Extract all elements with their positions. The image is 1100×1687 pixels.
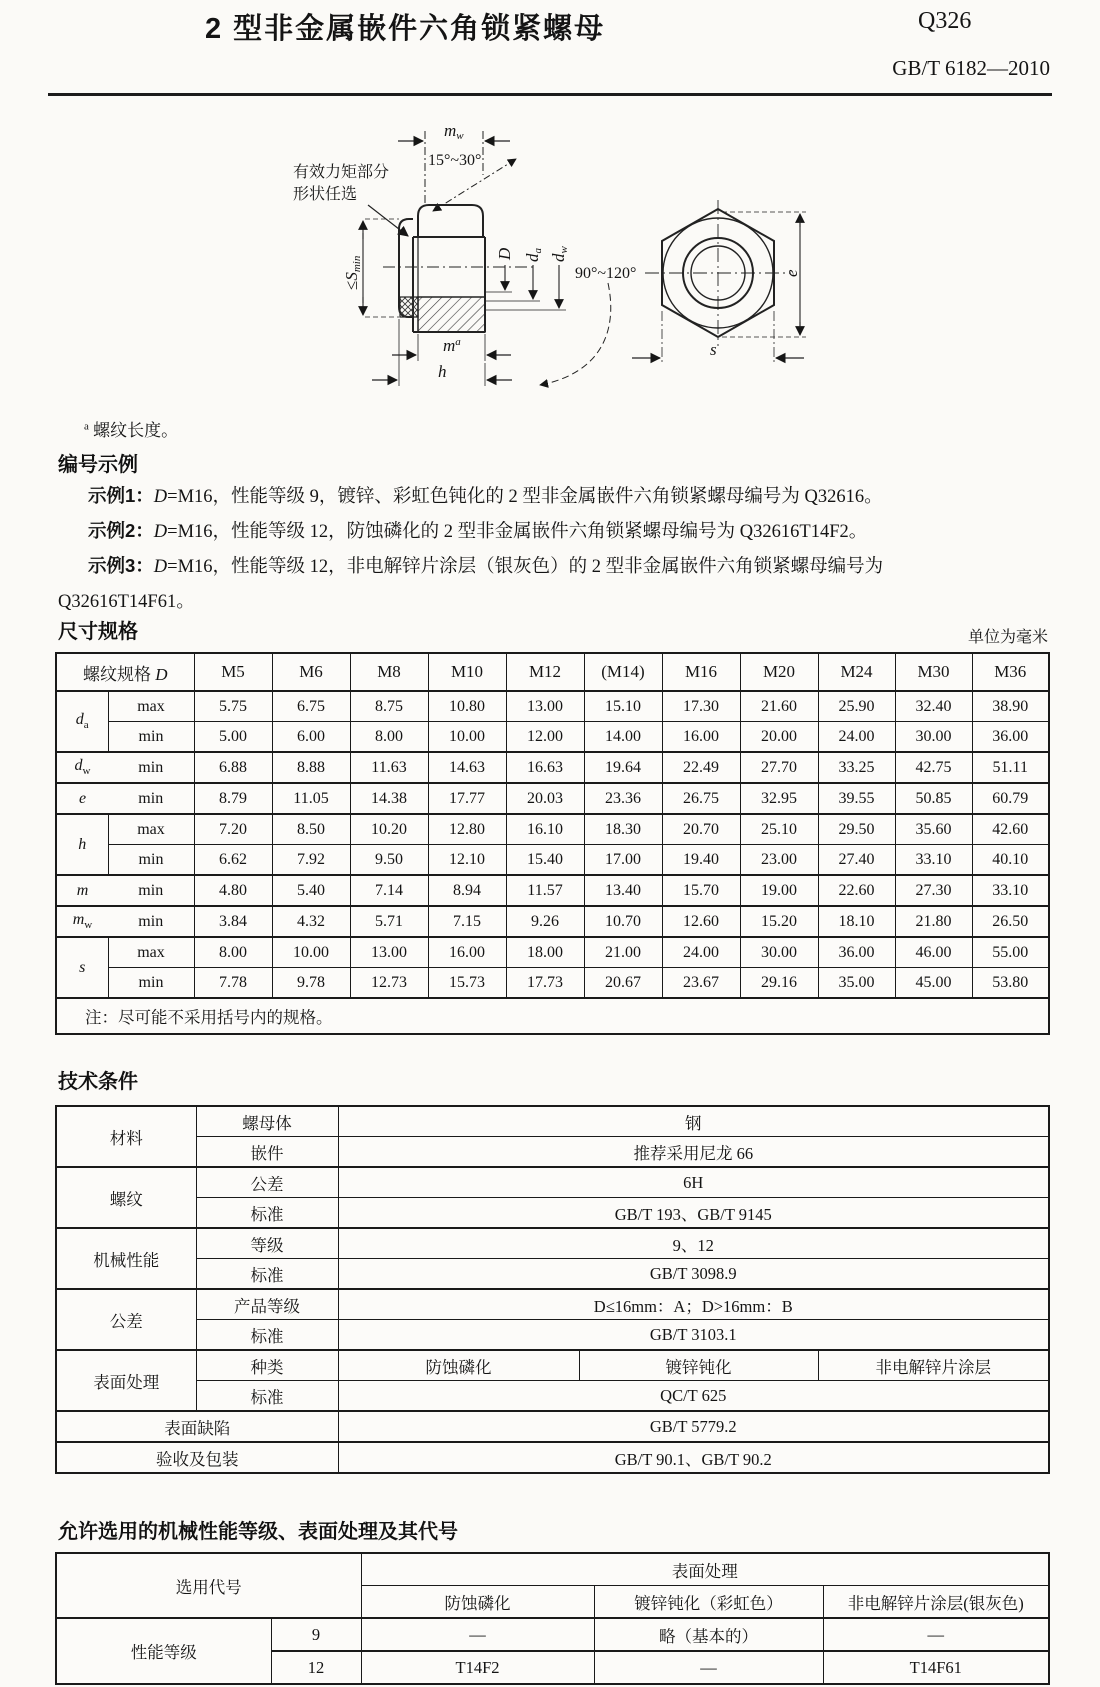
tech-key-surface-defects: 表面缺陷	[56, 1411, 338, 1442]
tech-key-acceptance: 验收及包装	[56, 1442, 338, 1473]
dim-value-cell: 11.57	[506, 875, 584, 906]
dim-value-cell: 18.00	[506, 937, 584, 968]
code-value: 略（基本的）	[594, 1618, 823, 1651]
code-header-selection: 选用代号	[56, 1553, 361, 1618]
dim-value-cell: 21.60	[740, 691, 818, 722]
dim-value-cell: 27.30	[895, 875, 972, 906]
dim-limit-cell: max	[108, 937, 194, 968]
code-value: —	[823, 1618, 1049, 1651]
dim-value-cell: 38.90	[972, 691, 1049, 722]
dim-value-cell: 10.20	[350, 814, 428, 845]
code-col-phosphate: 防蚀磷化	[361, 1586, 594, 1619]
dim-limit-cell: min	[108, 906, 194, 937]
section-heading-numbering: 编号示例	[58, 454, 138, 476]
dim-value-cell: 6.00	[272, 722, 350, 753]
dim-value-cell: 22.49	[662, 752, 740, 783]
dim-value-cell: 32.95	[740, 783, 818, 814]
dim-value-cell: 18.10	[818, 906, 895, 937]
dim-value-cell: 12.10	[428, 845, 506, 876]
dim-label-h: h	[438, 362, 447, 381]
tech-key: 公差	[196, 1167, 338, 1198]
dim-label-s: s	[710, 340, 717, 359]
example-3-continuation: Q32616T14F61。	[58, 592, 195, 612]
angle-label-15-30: 15°~30°	[428, 152, 482, 169]
dim-value-cell: 15.20	[740, 906, 818, 937]
dim-value-cell: 33.10	[895, 845, 972, 876]
torque-part-callout-line2: 形状任选	[293, 186, 358, 203]
dim-value-cell: 39.55	[818, 783, 895, 814]
dim-symbol-cell: $d_w$	[56, 752, 108, 783]
dim-value-cell: 10.00	[272, 937, 350, 968]
dim-limit-cell: min	[108, 722, 194, 753]
tech-row	[56, 1228, 1049, 1259]
dim-value-cell: 35.00	[818, 968, 895, 999]
dim-symbol-cell: s	[56, 937, 108, 998]
dim-symbol-cell: $d_a$	[56, 691, 108, 752]
dim-value-cell: 24.00	[662, 937, 740, 968]
tech-row	[56, 1411, 1049, 1442]
code-grade: 9	[271, 1618, 361, 1651]
nut-technical-drawing	[0, 115, 1100, 405]
dim-value-cell: 13.40	[584, 875, 662, 906]
page-title: 2 型非金属嵌件六角锁紧螺母	[205, 13, 606, 45]
dim-value-cell: 8.75	[350, 691, 428, 722]
example-1-tag: 示例1：	[88, 485, 154, 506]
code-value: T14F61	[823, 1651, 1049, 1684]
dim-value-cell: 42.60	[972, 814, 1049, 845]
dim-value-cell: 17.30	[662, 691, 740, 722]
part-code: Q326	[918, 8, 972, 34]
dim-value-cell: 4.80	[194, 875, 272, 906]
dim-value-cell: 26.50	[972, 906, 1049, 937]
tech-value: 9、12	[338, 1228, 1049, 1259]
dim-table-row	[56, 937, 1049, 968]
dim-table-row	[56, 691, 1049, 722]
dim-value-cell: 7.20	[194, 814, 272, 845]
dim-table-row	[56, 783, 1049, 814]
tech-value: QC/T 625	[338, 1381, 1049, 1412]
dim-value-cell: 40.10	[972, 845, 1049, 876]
dim-value-cell: 9.50	[350, 845, 428, 876]
dim-value-cell: 7.92	[272, 845, 350, 876]
thread-length-footnote	[84, 416, 178, 441]
tech-row	[56, 1137, 1049, 1168]
tech-key: 螺母体	[196, 1106, 338, 1137]
dim-value-cell: 13.00	[506, 691, 584, 722]
dim-value-cell: 25.90	[818, 691, 895, 722]
tech-surface-kind: 非电解锌片涂层	[818, 1350, 1049, 1381]
dim-value-cell: 10.80	[428, 691, 506, 722]
dim-size-header: M12	[506, 653, 584, 691]
dim-label-m: $m^a$	[443, 336, 461, 355]
dim-table-row	[56, 906, 1049, 937]
dim-value-cell: 15.70	[662, 875, 740, 906]
tech-cat-mechanical: 机械性能	[56, 1228, 196, 1289]
example-3	[88, 552, 883, 578]
header-divider	[48, 93, 1052, 96]
dim-symbol-cell: h	[56, 814, 108, 875]
dia-label-D: D	[495, 247, 514, 260]
dim-value-cell: 19.40	[662, 845, 740, 876]
dim-value-cell: 29.16	[740, 968, 818, 999]
dim-value-cell: 12.60	[662, 906, 740, 937]
tech-row	[56, 1198, 1049, 1229]
tech-value: 6H	[338, 1167, 1049, 1198]
dim-value-cell: 46.00	[895, 937, 972, 968]
dim-value-cell: 23.00	[740, 845, 818, 876]
dim-size-header: M6	[272, 653, 350, 691]
dim-value-cell: 24.00	[818, 722, 895, 753]
code-header-surface: 表面处理	[361, 1553, 1049, 1586]
tech-cat-thread: 螺纹	[56, 1167, 196, 1228]
tech-value: 推荐采用尼龙 66	[338, 1137, 1049, 1168]
dim-table-note-row	[56, 998, 1049, 1034]
dim-value-cell: 17.73	[506, 968, 584, 999]
dim-label-e: e	[782, 269, 801, 277]
tech-value: GB/T 3103.1	[338, 1320, 1049, 1351]
dim-value-cell: 9.78	[272, 968, 350, 999]
dim-value-cell: 21.80	[895, 906, 972, 937]
code-header-row	[56, 1553, 1049, 1586]
tech-cat-tolerance: 公差	[56, 1289, 196, 1350]
tech-key: 标准	[196, 1198, 338, 1229]
tech-row	[56, 1350, 1049, 1381]
section-heading-technical: 技术条件	[58, 1071, 138, 1093]
tech-row	[56, 1167, 1049, 1198]
dim-value-cell: 42.75	[895, 752, 972, 783]
dim-size-header: M5	[194, 653, 272, 691]
code-col-flake: 非电解锌片涂层(银灰色)	[823, 1586, 1049, 1619]
code-grade: 12	[271, 1651, 361, 1684]
tech-key: 产品等级	[196, 1289, 338, 1320]
torque-part-callout-line1: 有效力矩部分	[293, 164, 390, 181]
dim-value-cell: 10.00	[428, 722, 506, 753]
dim-value-cell: 12.00	[506, 722, 584, 753]
tech-key: 等级	[196, 1228, 338, 1259]
dim-symbol-cell: $m_w$	[56, 906, 108, 937]
dim-value-cell: 23.36	[584, 783, 662, 814]
dim-value-cell: 16.10	[506, 814, 584, 845]
dim-value-cell: 20.67	[584, 968, 662, 999]
dim-value-cell: 18.30	[584, 814, 662, 845]
dim-table-row	[56, 875, 1049, 906]
dim-value-cell: 9.26	[506, 906, 584, 937]
nut-side-view	[363, 131, 611, 386]
dim-value-cell: 5.75	[194, 691, 272, 722]
dim-value-cell: 6.88	[194, 752, 272, 783]
example-2	[88, 517, 867, 543]
dim-value-cell: 15.10	[584, 691, 662, 722]
dim-table-row	[56, 845, 1049, 876]
dim-value-cell: 5.00	[194, 722, 272, 753]
dim-size-header: (M14)	[584, 653, 662, 691]
tech-row	[56, 1381, 1049, 1412]
dim-symbol-cell: e	[56, 783, 108, 814]
dim-size-header: M20	[740, 653, 818, 691]
dim-value-cell: 8.79	[194, 783, 272, 814]
dim-value-cell: 27.40	[818, 845, 895, 876]
dim-value-cell: 60.79	[972, 783, 1049, 814]
dim-value-cell: 7.78	[194, 968, 272, 999]
dim-value-cell: 14.63	[428, 752, 506, 783]
dim-value-cell: 14.00	[584, 722, 662, 753]
dim-value-cell: 22.60	[818, 875, 895, 906]
tech-row	[56, 1106, 1049, 1137]
dim-value-cell: 17.77	[428, 783, 506, 814]
section-heading-dimensions: 尺寸规格	[58, 621, 138, 643]
example-1-var: D	[153, 487, 168, 507]
tech-cat-material: 材料	[56, 1106, 196, 1167]
dim-value-cell: 6.75	[272, 691, 350, 722]
tech-key: 嵌件	[196, 1137, 338, 1168]
code-row-label: 性能等级	[56, 1618, 271, 1684]
code-row-grade9	[56, 1618, 1049, 1651]
dim-value-cell: 32.40	[895, 691, 972, 722]
code-value: —	[594, 1651, 823, 1684]
dim-value-cell: 8.50	[272, 814, 350, 845]
dim-limit-cell: max	[108, 691, 194, 722]
dim-value-cell: 8.94	[428, 875, 506, 906]
dim-value-cell: 17.00	[584, 845, 662, 876]
dim-label-smin: ≤Smin	[342, 255, 363, 290]
example-2-tag: 示例2：	[88, 520, 154, 541]
dim-limit-cell: min	[108, 968, 194, 999]
dim-value-cell: 7.15	[428, 906, 506, 937]
dim-size-header: M16	[662, 653, 740, 691]
footnote-text: 螺纹长度。	[93, 421, 179, 440]
dim-value-cell: 15.40	[506, 845, 584, 876]
dim-value-cell: 12.80	[428, 814, 506, 845]
dim-value-cell: 3.84	[194, 906, 272, 937]
dim-value-cell: 10.70	[584, 906, 662, 937]
tech-value: GB/T 90.1、GB/T 90.2	[338, 1442, 1049, 1473]
dim-value-cell: 12.73	[350, 968, 428, 999]
tech-value: GB/T 3098.9	[338, 1259, 1049, 1290]
tech-value: GB/T 5779.2	[338, 1411, 1049, 1442]
dim-value-cell: 20.00	[740, 722, 818, 753]
dia-label-da: da	[523, 248, 544, 262]
dim-value-cell: 8.00	[194, 937, 272, 968]
dim-table-row	[56, 752, 1049, 783]
dim-symbol-cell: m	[56, 875, 108, 906]
dim-value-cell: 4.32	[272, 906, 350, 937]
dim-value-cell: 20.70	[662, 814, 740, 845]
dim-size-header: M24	[818, 653, 895, 691]
dim-value-cell: 8.88	[272, 752, 350, 783]
tech-key: 标准	[196, 1381, 338, 1412]
code-value: T14F2	[361, 1651, 594, 1684]
dim-value-cell: 5.40	[272, 875, 350, 906]
technical-conditions-table	[55, 1105, 1050, 1474]
code-value: —	[361, 1618, 594, 1651]
example-2-var: D	[153, 522, 168, 542]
tech-row	[56, 1259, 1049, 1290]
tech-key: 标准	[196, 1320, 338, 1351]
dim-table-row	[56, 722, 1049, 753]
dim-size-header: M8	[350, 653, 428, 691]
unit-note: 单位为毫米	[967, 629, 1048, 646]
angle-label-90-120: 90°~120°	[575, 265, 637, 282]
example-1	[88, 482, 883, 508]
example-2-text: =M16，性能等级 12，防蚀磷化的 2 型非金属嵌件六角锁紧螺母编号为 Q32616T14F2。	[167, 522, 868, 542]
dim-value-cell: 23.67	[662, 968, 740, 999]
dim-value-cell: 30.00	[740, 937, 818, 968]
footnote-marker: a	[84, 420, 89, 433]
dim-value-cell: 16.00	[428, 937, 506, 968]
dim-limit-cell: min	[108, 845, 194, 876]
dim-limit-cell: min	[108, 752, 194, 783]
dim-value-cell: 11.05	[272, 783, 350, 814]
nut-face-view	[632, 200, 806, 365]
tech-key: 种类	[196, 1350, 338, 1381]
dim-value-cell: 53.80	[972, 968, 1049, 999]
dim-value-cell: 25.10	[740, 814, 818, 845]
tech-cat-surface: 表面处理	[56, 1350, 196, 1411]
dim-value-cell: 16.00	[662, 722, 740, 753]
dim-limit-cell: min	[108, 783, 194, 814]
dim-label-mw: mw	[444, 121, 464, 142]
dim-value-cell: 15.73	[428, 968, 506, 999]
dim-value-cell: 21.00	[584, 937, 662, 968]
dimension-table	[55, 652, 1050, 1035]
dim-table-row	[56, 814, 1049, 845]
dim-value-cell: 16.63	[506, 752, 584, 783]
tech-row	[56, 1320, 1049, 1351]
dim-limit-cell: max	[108, 814, 194, 845]
designation-code-table	[55, 1552, 1050, 1685]
dim-value-cell: 8.00	[350, 722, 428, 753]
dim-value-cell: 19.00	[740, 875, 818, 906]
tech-surface-kind: 防蚀磷化	[338, 1350, 579, 1381]
dim-size-header: M36	[972, 653, 1049, 691]
dim-table-row	[56, 968, 1049, 999]
dim-table-header-row	[56, 653, 1049, 691]
tech-row	[56, 1442, 1049, 1473]
dim-value-cell: 14.38	[350, 783, 428, 814]
dim-value-cell: 35.60	[895, 814, 972, 845]
dim-value-cell: 30.00	[895, 722, 972, 753]
tech-value: 钢	[338, 1106, 1049, 1137]
tech-key: 标准	[196, 1259, 338, 1290]
example-3-var: D	[153, 557, 168, 577]
example-3-text: =M16，性能等级 12，非电解锌片涂层（银灰色）的 2 型非金属嵌件六角锁紧螺母编号为	[167, 557, 884, 577]
tech-value: GB/T 193、GB/T 9145	[338, 1198, 1049, 1229]
example-3-tag: 示例3：	[88, 555, 154, 576]
dim-value-cell: 45.00	[895, 968, 972, 999]
dim-value-cell: 26.75	[662, 783, 740, 814]
dim-value-cell: 33.25	[818, 752, 895, 783]
dim-value-cell: 36.00	[972, 722, 1049, 753]
dim-value-cell: 50.85	[895, 783, 972, 814]
code-col-zinc: 镀锌钝化（彩虹色）	[594, 1586, 823, 1619]
tech-row	[56, 1289, 1049, 1320]
dim-header-thread-spec: 螺纹规格 D	[56, 653, 194, 691]
tech-value: D≤16mm：A；D>16mm：B	[338, 1289, 1049, 1320]
dim-value-cell: 51.11	[972, 752, 1049, 783]
dim-value-cell: 13.00	[350, 937, 428, 968]
dim-size-header: M10	[428, 653, 506, 691]
example-1-text: =M16，性能等级 9，镀锌、彩虹色钝化的 2 型非金属嵌件六角锁紧螺母编号为 Q32616。	[167, 487, 883, 507]
dim-value-cell: 36.00	[818, 937, 895, 968]
dim-value-cell: 5.71	[350, 906, 428, 937]
tech-surface-kind: 镀锌钝化	[579, 1350, 818, 1381]
dim-value-cell: 55.00	[972, 937, 1049, 968]
dim-value-cell: 6.62	[194, 845, 272, 876]
section-heading-allowed-codes: 允许选用的机械性能等级、表面处理及其代号	[58, 1521, 458, 1543]
standard-number: GB/T 6182—2010	[892, 56, 1050, 80]
dim-value-cell: 29.50	[818, 814, 895, 845]
dim-value-cell: 27.70	[740, 752, 818, 783]
dim-value-cell: 11.63	[350, 752, 428, 783]
dim-value-cell: 33.10	[972, 875, 1049, 906]
dim-limit-cell: min	[108, 875, 194, 906]
dim-value-cell: 19.64	[584, 752, 662, 783]
dim-value-cell: 20.03	[506, 783, 584, 814]
dia-label-dw: dw	[549, 246, 570, 262]
dim-table-note: 注：尽可能不采用括号内的规格。	[56, 998, 1049, 1034]
dim-size-header: M30	[895, 653, 972, 691]
dim-value-cell: 7.14	[350, 875, 428, 906]
